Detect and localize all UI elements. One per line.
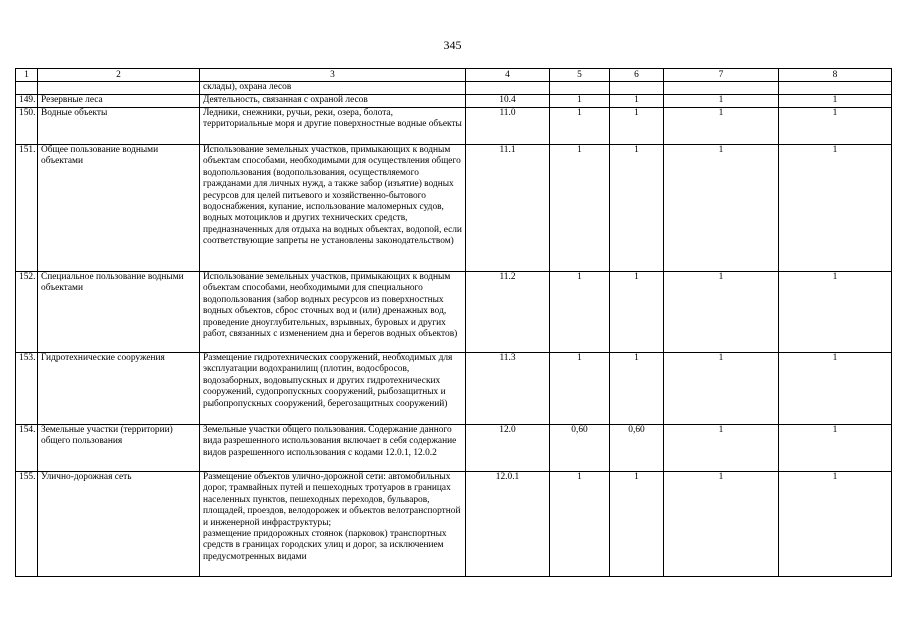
name-cell: Гидротехнические сооружения (38, 353, 200, 425)
col7-cell: 1 (664, 272, 779, 353)
col7-cell: 1 (664, 95, 779, 108)
header-cell: 8 (779, 69, 892, 82)
table-row (16, 145, 892, 272)
col7-cell: 1 (664, 108, 779, 145)
col6-cell: 0,60 (610, 425, 664, 472)
col6-cell: 1 (610, 353, 664, 425)
col8-cell: 1 (779, 353, 892, 425)
col8-cell: 1 (779, 145, 892, 272)
header-cell: 2 (38, 69, 200, 82)
description-cell: Использование земельных участков, примыкающих к водным объектам способами, необходимыми для осуществления общего водопользования (водопользования, осуществляемого гражданами для личных нужд, а также забор (изъятие) водных ресурсов для целей питьевого и хозяйственно-бытового водоснабжения, купание, использование маломерных судов, водных мотоциклов и других технических средств, предназначенных для отдыха на водных объектах, водопой, если соответствующие запреты не установлены законодательством) (200, 145, 466, 272)
name-cell: Земельные участки (территории) общего пользования (38, 425, 200, 472)
table-row (16, 353, 892, 425)
code-cell: 11.1 (466, 145, 550, 272)
description-cell: Ледники, снежники, ручьи, реки, озера, болота, территориальные моря и другие поверхностные водные объекты (200, 108, 466, 145)
name-cell: Специальное пользование водными объектами (38, 272, 200, 353)
description-cell: Деятельность, связанная с охраной лесов (200, 95, 466, 108)
col6-cell: 1 (610, 145, 664, 272)
header-cell: 3 (200, 69, 466, 82)
code-cell: 11.3 (466, 353, 550, 425)
col8-cell: 1 (779, 108, 892, 145)
col5-cell: 1 (550, 108, 610, 145)
col8-cell: 1 (779, 425, 892, 472)
table-row (16, 95, 892, 108)
header-row (16, 69, 892, 82)
table-row (16, 108, 892, 145)
col5-cell: 0,60 (550, 425, 610, 472)
col6-cell: 1 (610, 472, 664, 577)
col5-cell: 1 (550, 145, 610, 272)
header-cell: 5 (550, 69, 610, 82)
row-number: 152. (16, 272, 38, 353)
row-number: 151. (16, 145, 38, 272)
header-cell: 4 (466, 69, 550, 82)
table-row (16, 472, 892, 577)
code-cell: 10.4 (466, 95, 550, 108)
description-cell: Использование земельных участков, примыкающих к водным объектам способами, необходимыми для специального водопользования (забор водных ресурсов из поверхностных водных объектов, сброс сточных вод и (или) дренажных вод, проведение дноуглубительных, взрывных, буровых и других работ, связанных с изменением дна и берегов водных объектов) (200, 272, 466, 353)
description-cell: Размещение гидротехнических сооружений, необходимых для эксплуатации водохранилищ (плотин, водосбросов, водозаборных, водовыпускных и других гидротехнических сооружений, судопропускных сооружений, рыбозащитных и рыбопропускных сооружений, берегозащитных сооружений) (200, 353, 466, 425)
col8-cell: 1 (779, 272, 892, 353)
header-cell: 7 (664, 69, 779, 82)
page-number: 345 (443, 38, 462, 52)
col6-cell: 1 (610, 272, 664, 353)
code-cell: 11.0 (466, 108, 550, 145)
row-number: 154. (16, 425, 38, 472)
land-use-table (15, 68, 892, 577)
table-row (16, 425, 892, 472)
name-cell: Водные объекты (38, 108, 200, 145)
description-cell: Земельные участки общего пользования. Содержание данного вида разрешенного использования включает в себя содержание видов разрешенного использования с кодами 12.0.1, 12.0.2 (200, 425, 466, 472)
col7-cell: 1 (664, 425, 779, 472)
name-cell: Общее пользование водными объектами (38, 145, 200, 272)
row-number: 149. (16, 95, 38, 108)
col7-cell: 1 (664, 472, 779, 577)
col5-cell: 1 (550, 272, 610, 353)
code-cell: 12.0 (466, 425, 550, 472)
col6-cell: 1 (610, 95, 664, 108)
header-cell: 1 (16, 69, 38, 82)
table-row (16, 272, 892, 353)
col7-cell: 1 (664, 353, 779, 425)
col6-cell: 1 (610, 108, 664, 145)
row-number: 153. (16, 353, 38, 425)
name-cell: Улично-дорожная сеть (38, 472, 200, 577)
row-number: 155. (16, 472, 38, 577)
code-cell: 12.0.1 (466, 472, 550, 577)
continuation-row (16, 82, 892, 95)
col8-cell: 1 (779, 95, 892, 108)
col5-cell: 1 (550, 353, 610, 425)
description-cell: склады), охрана лесов (200, 82, 466, 95)
row-number: 150. (16, 108, 38, 145)
col7-cell: 1 (664, 145, 779, 272)
header-cell: 6 (610, 69, 664, 82)
code-cell: 11.2 (466, 272, 550, 353)
col5-cell: 1 (550, 95, 610, 108)
name-cell: Резервные леса (38, 95, 200, 108)
col8-cell: 1 (779, 472, 892, 577)
col5-cell: 1 (550, 472, 610, 577)
description-cell: Размещение объектов улично-дорожной сети: автомобильных дорог, трамвайных путей и пешеходных тротуаров в границах населенных пунктов, пешеходных переходов, бульваров, площадей, проездов, велодорожек и объектов велотранспортной и инженерной инфраструктуры; размещение придорожных стоянок (парковок) транспортных средств в границах городских улиц и дорог, за исключением предусмотренных видами (200, 472, 466, 577)
